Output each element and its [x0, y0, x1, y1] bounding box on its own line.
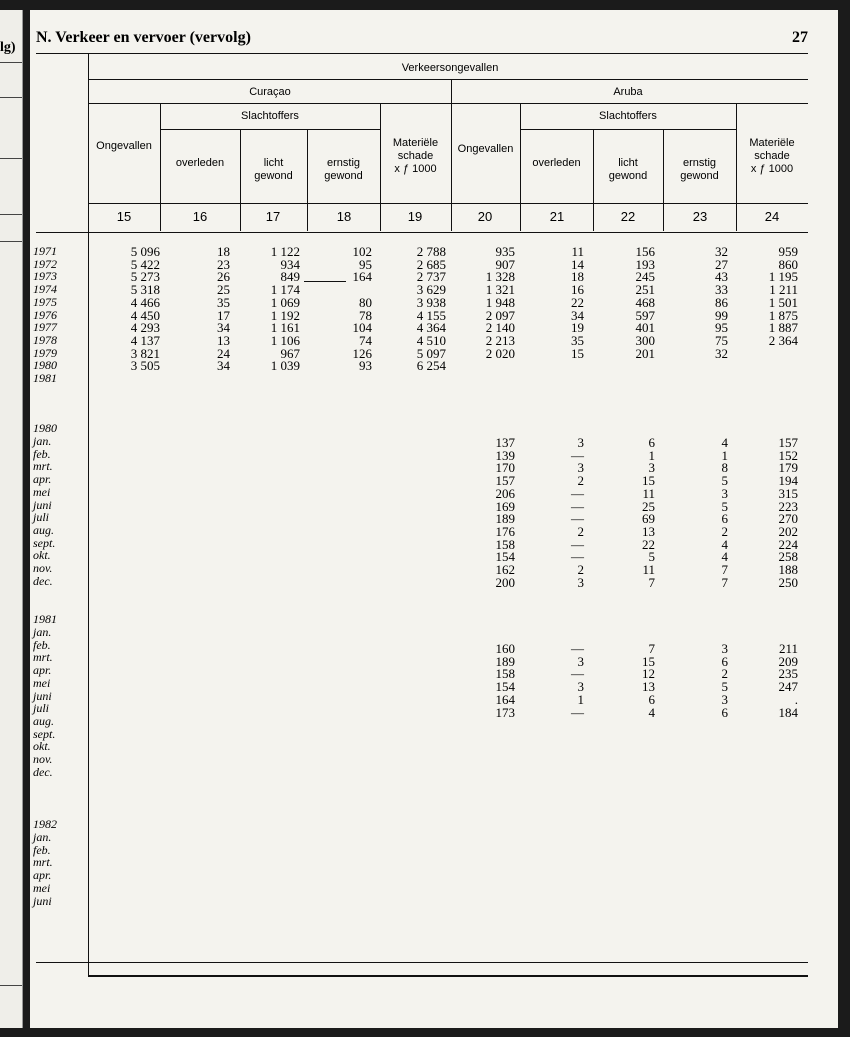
table-cell: 2 213 [485, 332, 515, 348]
table-cell: 7 [721, 562, 728, 577]
month-label: feb. [33, 842, 51, 857]
month-label: mrt. [33, 650, 53, 665]
table-cell: 189 [495, 653, 515, 669]
table-cell: 401 [635, 320, 655, 336]
table-cell: 156 [635, 244, 655, 259]
table-cell: 2 097 [485, 307, 515, 323]
table-cell: 5 318 [130, 282, 160, 298]
strike-line [304, 281, 346, 282]
month-label: feb. [33, 446, 51, 461]
column-number: 16 [192, 209, 208, 224]
table-cell: 4 [648, 704, 655, 720]
table-cell: 69 [642, 511, 655, 527]
year-label: 1976 [33, 307, 57, 322]
table-cell: 6 [721, 704, 728, 720]
table-cell: 4 450 [130, 307, 160, 323]
table-cell: 188 [778, 562, 798, 577]
table-cell: 934 [280, 256, 300, 272]
table-cell: 179 [778, 460, 798, 476]
table-cell: 4 510 [416, 332, 446, 348]
table-cell: 6 [648, 435, 655, 450]
table-cell: 164 [352, 269, 372, 285]
table-cell: 4 155 [416, 307, 446, 323]
table-cell: 189 [495, 511, 515, 527]
table-bottom-rule [88, 975, 808, 977]
table-cell: 157 [495, 473, 515, 489]
table-cell: 15 [642, 473, 655, 489]
table-cell: 1 [577, 691, 584, 707]
month-label: juli [33, 701, 50, 716]
table-cell: 209 [778, 653, 798, 669]
table-cell: 34 [217, 320, 230, 336]
table-cell: 4 466 [130, 294, 160, 310]
table-cell: 1 122 [270, 244, 300, 259]
header-curacao: Curaçao [249, 86, 291, 98]
table-cell: 139 [495, 447, 515, 463]
table-cell: 11 [642, 485, 655, 501]
header-ongevallen-curacao: Ongevallen [96, 140, 152, 152]
table-cell: 80 [359, 294, 372, 310]
table-cell: 3 [721, 641, 728, 656]
table-cell: 93 [359, 358, 372, 374]
table-cell: — [571, 641, 584, 656]
table-cell: 137 [495, 435, 515, 450]
table-cell: 4 [721, 549, 728, 565]
table-cell: 78 [359, 307, 372, 323]
table-cell: — [571, 498, 584, 514]
table-cell: 224 [778, 536, 798, 552]
table-cell: 5 097 [416, 345, 446, 361]
table-cell: 2 788 [416, 244, 446, 259]
month-label: mei [33, 675, 51, 690]
table-cell: — [571, 536, 584, 552]
table-cell: 5 [721, 498, 728, 514]
table-cell: . [794, 691, 798, 707]
table-cell: 2 364 [768, 332, 798, 348]
table-cell: 967 [280, 345, 300, 361]
table-cell: 2 [577, 523, 584, 539]
table-cell: 15 [642, 653, 655, 669]
table-cell: 95 [359, 256, 372, 272]
table-cell: 11 [642, 562, 655, 577]
table-cell: 32 [715, 244, 728, 259]
table-cell: 160 [495, 641, 515, 656]
header-aruba: Aruba [613, 86, 643, 98]
table-cell: — [571, 549, 584, 565]
table-cell: 860 [778, 256, 798, 272]
header-verkeersongevallen: Verkeersongevallen [401, 62, 499, 74]
table-cell: 206 [495, 485, 515, 501]
table-cell: 193 [635, 256, 655, 272]
table-cell: 7 [648, 574, 655, 590]
table-cell: 12 [642, 666, 655, 682]
table-cell: 43 [715, 269, 728, 285]
table-cell: 4 [721, 536, 728, 552]
table-cell: 22 [642, 536, 655, 552]
table-cell: 3 821 [130, 345, 160, 361]
month-label: mei [33, 880, 51, 895]
table-cell: 194 [778, 473, 798, 489]
table-cell: 6 [648, 691, 655, 707]
table-cell: 6 [721, 653, 728, 669]
header-rule [88, 79, 808, 80]
table-cell: 245 [635, 269, 655, 285]
table-cell: 3 629 [416, 282, 446, 298]
year-label: 1977 [33, 320, 57, 335]
table-cell: 1 [648, 447, 655, 463]
header-ongevallen-aruba: Ongevallen [457, 143, 514, 155]
table-cell: 184 [778, 704, 798, 720]
table-cell: — [571, 704, 584, 720]
month-label: juni [33, 688, 52, 703]
table-cell: 19 [571, 320, 584, 336]
table-cell: 3 [577, 679, 584, 695]
table-cell: 1 211 [769, 282, 798, 298]
table-cell: 3 [577, 574, 584, 590]
table-cell: 3 [648, 460, 655, 476]
header-rule [520, 129, 736, 130]
month-label: okt. [33, 548, 51, 563]
table-cell: 4 293 [130, 320, 160, 336]
month-label: nov. [33, 752, 53, 766]
header-rule [88, 103, 808, 104]
header-rule [160, 129, 380, 130]
month-label: dec. [33, 573, 53, 588]
table-cell: 211 [778, 641, 798, 656]
page-title: N. Verkeer en vervoer (vervolg) [36, 29, 251, 46]
divider [0, 241, 22, 242]
table-cell: 99 [715, 307, 728, 323]
table-cell: 6 254 [416, 358, 446, 374]
month-label: juni [33, 893, 52, 908]
year-label: 1974 [33, 282, 57, 297]
month-label: mrt. [33, 855, 53, 870]
table-cell: 2 685 [416, 256, 446, 272]
table-cell: 35 [217, 294, 230, 310]
table-cell: 907 [495, 256, 515, 272]
table-cell: 158 [495, 666, 515, 682]
table-cell: 3 [577, 653, 584, 669]
table-cell: 5 [721, 679, 728, 695]
month-label: feb. [33, 637, 51, 652]
table-cell: 170 [495, 460, 515, 476]
table-cell: 27 [715, 256, 728, 272]
table-cell: 5 273 [130, 269, 160, 285]
header-schade-aruba: Materiële schade x ƒ 1000 [749, 137, 795, 175]
table-cell: 4 364 [416, 320, 446, 336]
year-label: 1978 [33, 332, 57, 347]
table-cell: 201 [635, 345, 655, 361]
table-cell: 6 [721, 511, 728, 527]
page-number: 27 [792, 29, 808, 46]
divider [0, 985, 22, 986]
table-cell: 959 [778, 244, 798, 259]
table-cell: 258 [778, 549, 798, 565]
table-cell: 5 [721, 473, 728, 489]
month-label: aug. [33, 713, 54, 728]
table-cell: 1 195 [768, 269, 798, 285]
year-label: 1981 [33, 612, 57, 626]
month-label: jan. [33, 434, 52, 448]
table-cell: 1 039 [270, 358, 300, 374]
year-label: 1982 [33, 817, 57, 831]
header-ernstig-gewond-curacao: ernstig gewond [324, 157, 363, 182]
table-cell: 1 875 [768, 307, 798, 323]
month-label: mei [33, 484, 51, 499]
month-label: nov. [33, 561, 53, 575]
table-cell: 315 [778, 485, 798, 501]
month-label: aug. [33, 522, 54, 537]
table-cell: 2 [721, 523, 728, 539]
table-cell: — [571, 485, 584, 501]
table-cell: 34 [571, 307, 584, 323]
month-label: apr. [33, 868, 52, 883]
table-cell: 173 [495, 704, 515, 720]
table-cell: 22 [571, 294, 584, 310]
stub-divider [88, 53, 89, 975]
table-cell: 13 [642, 679, 655, 695]
year-label: 1980 [33, 358, 57, 373]
table-cell: 468 [635, 294, 655, 310]
table-cell: 154 [495, 549, 515, 565]
header-overleden-curacao: overleden [175, 157, 225, 169]
column-number: 19 [407, 209, 423, 224]
table-cell: 24 [217, 345, 230, 361]
table-cell: 104 [352, 320, 372, 336]
year-label: 1972 [33, 256, 57, 271]
table-cell: 35 [571, 332, 584, 348]
table-cell: 18 [571, 269, 584, 285]
table-cell: 25 [217, 282, 230, 298]
column-number: 17 [265, 209, 281, 224]
table-cell: 176 [495, 523, 515, 539]
table-cell: 935 [495, 244, 515, 259]
table-cell: 7 [721, 574, 728, 590]
table-cell: 3 938 [416, 294, 446, 310]
table-cell: 3 [721, 485, 728, 501]
table-cell: 18 [217, 244, 230, 259]
year-label: 1981 [33, 371, 57, 385]
table-cell: 2 [577, 473, 584, 489]
table-cell: 13 [642, 523, 655, 539]
table-cell: 126 [352, 345, 372, 361]
year-label: 1975 [33, 294, 57, 309]
table-cell: 3 [721, 691, 728, 707]
table-cell: 17 [217, 307, 230, 323]
table-cell: 23 [217, 256, 230, 272]
table-cell: 32 [715, 345, 728, 361]
table-cell: 200 [495, 574, 515, 590]
table-cell: 102 [352, 244, 372, 259]
table-cell: 1 106 [270, 332, 300, 348]
column-number: 15 [116, 209, 132, 224]
table-cell: 250 [778, 574, 798, 590]
table-cell: 247 [778, 679, 798, 695]
table-cell: 5 [648, 549, 655, 565]
table-cell: 1 321 [485, 282, 515, 298]
column-number: 22 [620, 209, 636, 224]
column-number: 18 [336, 209, 352, 224]
table-cell: 3 [577, 435, 584, 450]
column-number: 21 [549, 209, 565, 224]
month-label: jan. [33, 830, 52, 844]
month-label: juli [33, 510, 50, 525]
month-label: sept. [33, 726, 56, 741]
table-cell: — [571, 666, 584, 682]
table-cell: 169 [495, 498, 515, 514]
table-cell: 158 [495, 536, 515, 552]
table-cell: 164 [495, 691, 515, 707]
column-number: 23 [692, 209, 708, 224]
table-cell: 7 [648, 641, 655, 656]
previous-page-edge [0, 10, 23, 1028]
table-cell: 3 505 [130, 358, 160, 374]
table-cell: 13 [217, 332, 230, 348]
header-ernstig-gewond-aruba: ernstig gewond [680, 157, 719, 182]
table-cell: 1 069 [270, 294, 300, 310]
table-cell: 33 [715, 282, 728, 298]
month-label: mrt. [33, 459, 53, 474]
table-cell: 74 [359, 332, 372, 348]
table-cell: 2 140 [485, 320, 515, 336]
table-cell: 11 [571, 244, 584, 259]
table-cell: 202 [778, 523, 798, 539]
table-cell: 8 [721, 460, 728, 476]
table-cell: 1 161 [270, 320, 300, 336]
table-cell: 2 737 [416, 269, 446, 285]
table-cell: 86 [715, 294, 728, 310]
header-overleden-aruba: overleden [532, 157, 581, 169]
month-label: jan. [33, 625, 52, 639]
header-bottom-rule [36, 232, 808, 233]
header-licht-gewond-aruba: licht gewond [608, 157, 648, 182]
header-licht-gewond-curacao: licht gewond [254, 157, 293, 182]
table-cell: 1 [721, 447, 728, 463]
table-bottom-rule [36, 962, 808, 963]
header-slachtoffers-aruba: Slachtoffers [599, 110, 657, 122]
divider [0, 62, 22, 63]
month-label: okt. [33, 739, 51, 754]
table-cell: 95 [715, 320, 728, 336]
table-cell: 849 [280, 269, 300, 285]
divider [0, 158, 22, 159]
table-top-rule [36, 53, 808, 54]
divider [0, 97, 22, 98]
table-cell: 251 [635, 282, 655, 298]
month-label: apr. [33, 663, 52, 678]
table-cell: 14 [571, 256, 584, 272]
table-cell: 2 [577, 562, 584, 577]
table-cell: 270 [778, 511, 798, 527]
table-cell: 597 [635, 307, 655, 323]
table-cell: 34 [217, 358, 230, 374]
table-cell: — [571, 447, 584, 463]
header-schade-curacao: Materiële schade x ƒ 1000 [392, 137, 439, 175]
table-cell: 157 [778, 435, 798, 450]
month-label: sept. [33, 535, 56, 550]
table-cell: 16 [571, 282, 584, 298]
table-cell: 1 501 [768, 294, 798, 310]
previous-page-fragment: lg) [0, 40, 16, 55]
column-number: 24 [764, 209, 780, 224]
column-number: 20 [477, 209, 493, 224]
table-cell: 162 [495, 562, 515, 577]
table-cell: 1 887 [768, 320, 798, 336]
table-cell: 152 [778, 447, 798, 463]
table-cell: 154 [495, 679, 515, 695]
year-label: 1971 [33, 244, 57, 258]
table-cell: 223 [778, 498, 798, 514]
table-cell: 1 328 [485, 269, 515, 285]
year-label: 1973 [33, 269, 57, 284]
header-slachtoffers-curacao: Slachtoffers [241, 110, 299, 122]
table-cell: 25 [642, 498, 655, 514]
table-cell: 5 422 [130, 256, 160, 272]
table-cell: 75 [715, 332, 728, 348]
table-cell: 15 [571, 345, 584, 361]
table-cell: 2 [721, 666, 728, 682]
table-cell: — [571, 511, 584, 527]
year-label: 1980 [33, 421, 57, 435]
table-cell: 235 [778, 666, 798, 682]
table-cell: 26 [217, 269, 230, 285]
table-cell: 4 137 [130, 332, 160, 348]
header-rule [88, 203, 808, 204]
table-cell: 300 [635, 332, 655, 348]
table-cell: 3 [577, 460, 584, 476]
month-label: juni [33, 497, 52, 512]
month-label: apr. [33, 472, 52, 487]
year-label: 1979 [33, 345, 57, 360]
table-cell: 1 174 [270, 282, 300, 298]
table-cell: 1 948 [485, 294, 515, 310]
month-label: dec. [33, 764, 53, 779]
table-cell: 4 [721, 435, 728, 450]
divider [0, 214, 22, 215]
table-cell: 5 096 [130, 244, 160, 259]
table-cell: 2 020 [485, 345, 515, 361]
table-cell: 1 192 [270, 307, 300, 323]
